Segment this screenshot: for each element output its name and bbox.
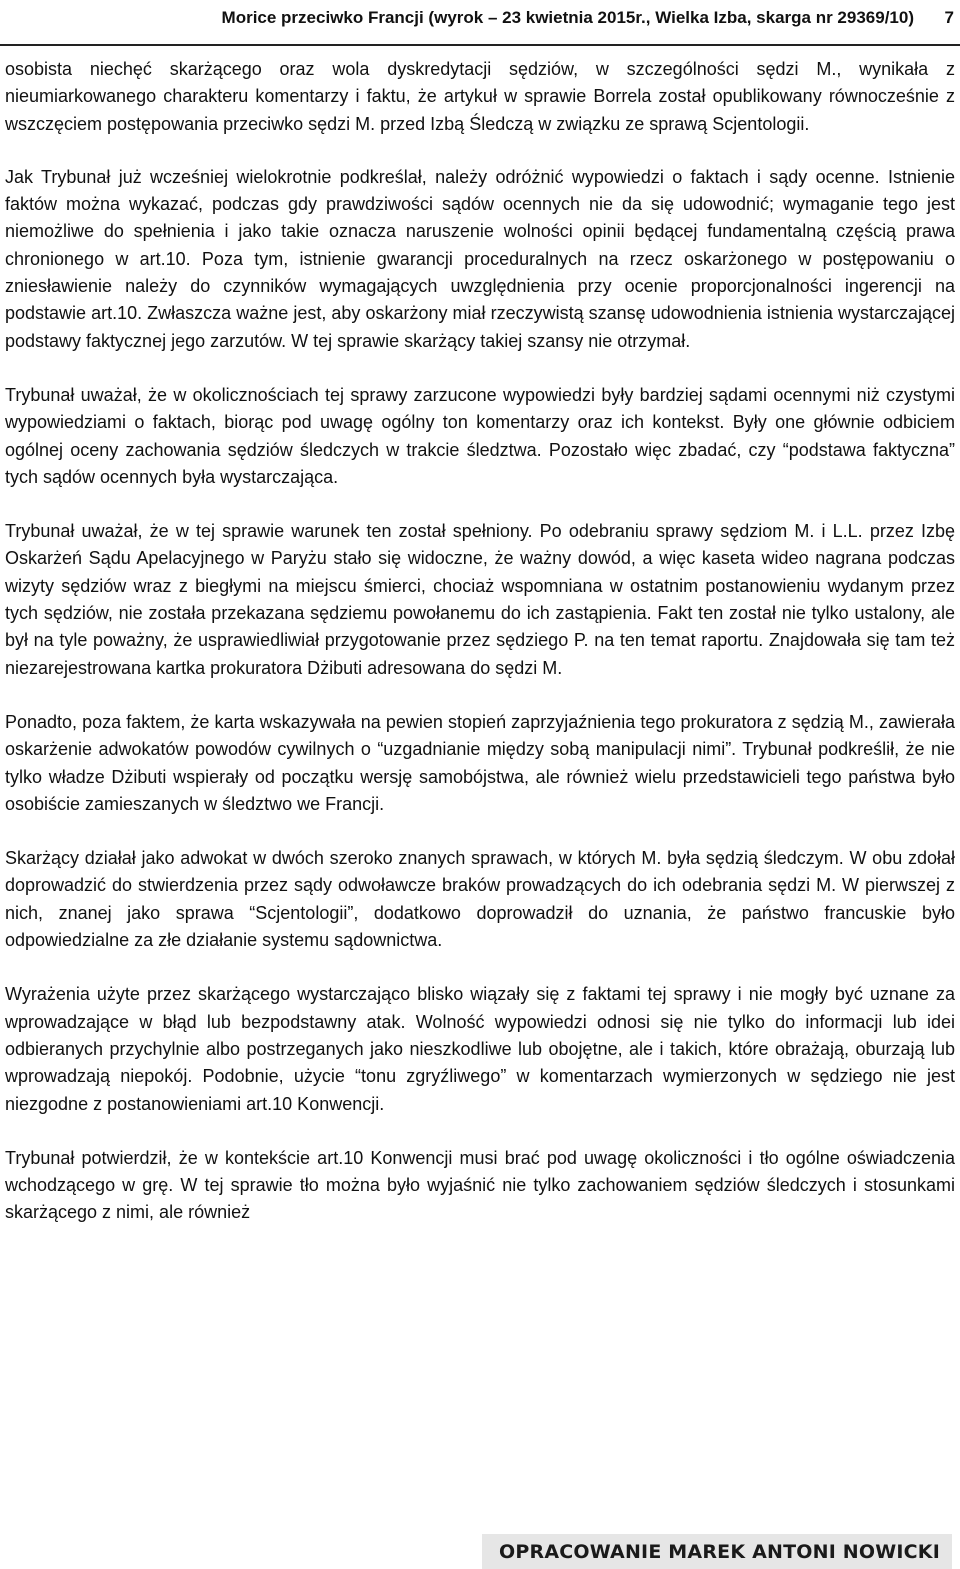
- paragraph: Trybunał uważał, że w tej sprawie warunek ten został spełniony. Po odebraniu sprawy sędziom M. i L.L. przez Izbę Oskarżeń Sądu Apelacyjnego w Paryżu stało się widoczne, że ważny dowód, a więc kaseta wideo nagrana podczas wizyty sędziów wraz z biegłymi na miejscu śmierci, chociaż wspomniana w ostatnim postanowieniu wydanym przez tych sędziów, nie została przekazana sędziemu powołanemu do ich zastąpienia. Fakt ten został nie tylko ustalony, ale był na tyle poważny, że usprawiedliwiał przygotowanie przez sędziego P. na ten temat raportu. Znajdowała się tam też niezarejestrowana kartka prokuratora Dżibuti adresowana do sędzi M.: [5, 521, 955, 678]
- header-rule: [0, 44, 960, 46]
- header-title: Morice przeciwko Francji (wyrok – 23 kwietnia 2015r., Wielka Izba, skarga nr 29369/10): [221, 8, 914, 27]
- paragraph: osobista niechęć skarżącego oraz wola dyskredytacji sędziów, w szczególności sędzi M., wynikała z nieumiarkowanego charakteru komentarzy i faktu, że artykuł w sprawie Borrela został opublikowany równocześnie z wszczęciem postępowania przeciwko sędzi M. przed Izbą Śledczą w związku ze sprawą Scjentologii.: [5, 59, 955, 134]
- paragraph: Skarżący działał jako adwokat w dwóch szeroko znanych sprawach, w których M. była sędzią śledczym. W obu zdołał doprowadzić do stwierdzenia przez sądy odwoławcze braków prowadzących do ich odebrania sędzi M. W pierwszej z nich, znanej jako sprawa “Scjentologii”, dodatkowo doprowadził do uznania, że państwo francuskie było odpowiedzialne za złe działanie systemu sądownictwa.: [5, 848, 955, 951]
- page-number: 7: [944, 8, 954, 27]
- paragraph: Trybunał uważał, że w okolicznościach tej sprawy zarzucone wypowiedzi były bardziej sądami ocennymi niż czystymi wypowiedziami o faktach, biorąc pod uwagę ogólny ton komentarzy oraz ich kontekst. Były one głównie odbiciem ogólnej oceny zachowania sędziów śledczych w trakcie śledztwa. Pozostało więc zbadać, czy “podstawa faktyczna” tych sądów ocennych była wystarczająca.: [5, 384, 955, 487]
- paragraph: Jak Trybunał już wcześniej wielokrotnie podkreślał, należy odróżnić wypowiedzi o faktach i sądy ocenne. Istnienie faktów można wykazać, podczas gdy prawdziwości sądów ocennych nie da się udowodnić; wymaganie tego jest niemożliwe do spełnienia i jako takie oznacza naruszenie wolności opinii będącej fundamentalną częścią prawa chronionego w art.10. Poza tym, istnienie gwarancji proceduralnych na rzecz oskarżonego w postępowaniu o zniesławienie należy do czynników wymagających uwzględnienia przy ocenie proporcjonalności ingerencji na podstawie art.10. Zwłaszcza ważne jest, aby oskarżony miał rzeczywistą szansę udowodnienia istnienia wystarczającej podstawy faktycznej jego zarzutów. W tej sprawie skarżący takiej szansy nie otrzymał.: [5, 166, 955, 351]
- paragraph: Wyrażenia użyte przez skarżącego wystarczająco blisko wiązały się z faktami tej sprawy i nie mogły być uznane za wprowadzające w błąd lub bezpodstawny atak. Wolność wypowiedzi odnosi się nie tylko do informacji lub idei odbieranych przychylnie albo postrzeganych jako nieszkodliwe lub obojętne, ale i takich, które obrażają, oburzają lub wprowadzają niepokój. Podobnie, użycie “tonu zgryźliwego” w komentarzach wymierzonych w sędziego nie jest niezgodne z postanowieniami art.10 Konwencji.: [5, 984, 955, 1114]
- running-header: [0, 0, 960, 38]
- paragraph: Ponadto, poza faktem, że karta wskazywała na pewien stopień zaprzyjaźnienia tego prokuratora z sędzią M., zawierała oskarżenie adwokatów powodów cywilnych o “uzgadnianie między sobą manipulacji nimi”. Trybunał podkreślił, że nie tylko władze Dżibuti wspierały od początku wersję samobójstwa, ale również wielu przedstawicieli tego państwa było osobiście zamieszanych w śledztwo we Francji.: [5, 711, 955, 814]
- footer-banner: OPRACOWANIE MAREK ANTONI NOWICKI: [482, 1534, 952, 1569]
- document-body: [5, 56, 955, 1254]
- paragraph: Trybunał potwierdził, że w kontekście art.10 Konwencji musi brać pod uwagę okoliczności i tło ogólne oświadczenia wchodzącego w grę. W tej sprawie tło można było wyjaśnić nie tylko zachowaniem sędziów śledczych i stosunkami skarżącego z nimi, ale również: [5, 1147, 955, 1223]
